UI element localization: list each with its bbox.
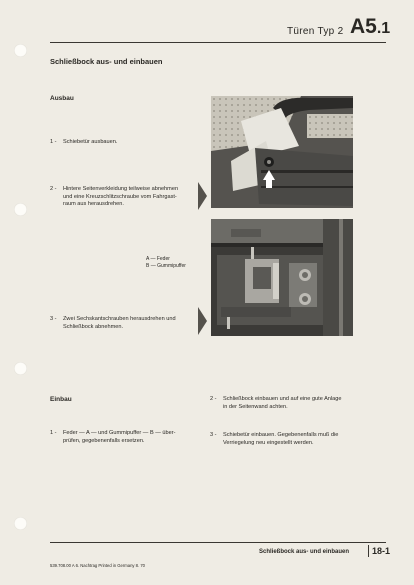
footer-divider — [368, 545, 369, 557]
punch-hole — [14, 203, 27, 216]
legend-item-b: B — Gummipuffer — [146, 263, 186, 269]
step-number: 1 - — [50, 430, 57, 436]
header-rule — [50, 42, 386, 43]
step-number: 3 - — [50, 316, 57, 322]
section-code — [350, 15, 390, 39]
step-text-line: Schiebetür ausbauen. — [63, 139, 118, 145]
step-number: 2 - — [50, 186, 57, 192]
photo-striker-plate-image — [211, 219, 353, 336]
photo-striker-plate — [211, 219, 353, 336]
ausbau-heading: Ausbau — [50, 95, 74, 102]
punch-hole — [14, 517, 27, 530]
step-text-line: Feder — A — und Gummipuffer — B — über- — [63, 430, 176, 436]
step-text-line: Schließbock einbauen und auf eine gute Anlage — [223, 396, 342, 402]
step-text-line: prüfen, gegebenenfalls ersetzen. — [63, 437, 145, 444]
page-number: 18-1 — [372, 546, 391, 556]
einbau-heading: Einbau — [50, 396, 72, 403]
section-title: Schließbock aus- und einbauen — [50, 57, 163, 66]
step-text-line: Schließbock abnehmen. — [63, 323, 124, 330]
punch-hole — [14, 362, 27, 375]
footer-title: Schließbock aus- und einbauen — [259, 549, 350, 555]
punch-hole — [14, 44, 27, 57]
step-text-line: Schiebetür einbauen. Gegebenenfalls muß die — [223, 432, 339, 438]
pointer-arrow-icon — [198, 182, 207, 210]
step-text-line: in der Seitenwand achten. — [223, 403, 288, 410]
step-text-line: und eine Kreuzschlitzschraube vom Fahrgast- — [63, 193, 177, 200]
step-text-line: Verriegelung neu eingestellt werden. — [223, 439, 314, 446]
photo-side-trim — [211, 96, 353, 208]
step-text-line: Hintere Seitenverkleidung teilweise abnehmen — [63, 186, 179, 192]
footer-rule — [50, 542, 386, 543]
photo-side-trim-image — [211, 96, 353, 208]
legend-item-a: A — Feder — [146, 256, 170, 262]
step-number: 1 - — [50, 139, 57, 145]
step-number: 3 - — [210, 432, 217, 438]
figure-legend — [146, 256, 186, 270]
header-title: Türen Typ 2 — [287, 26, 344, 37]
pointer-arrow-icon — [198, 307, 207, 335]
print-info: 539.708.00 A 6. Nachtrag Printed in Germany 8. 70 — [50, 563, 145, 568]
step-text-line: raum aus herausdrehen. — [63, 201, 124, 208]
section-code-sub: .1 — [376, 20, 391, 37]
section-code-main: A5 — [350, 15, 377, 38]
step-text-line: Zwei Sechskantschrauben herausdrehen und — [63, 316, 176, 322]
step-number: 2 - — [210, 396, 217, 402]
